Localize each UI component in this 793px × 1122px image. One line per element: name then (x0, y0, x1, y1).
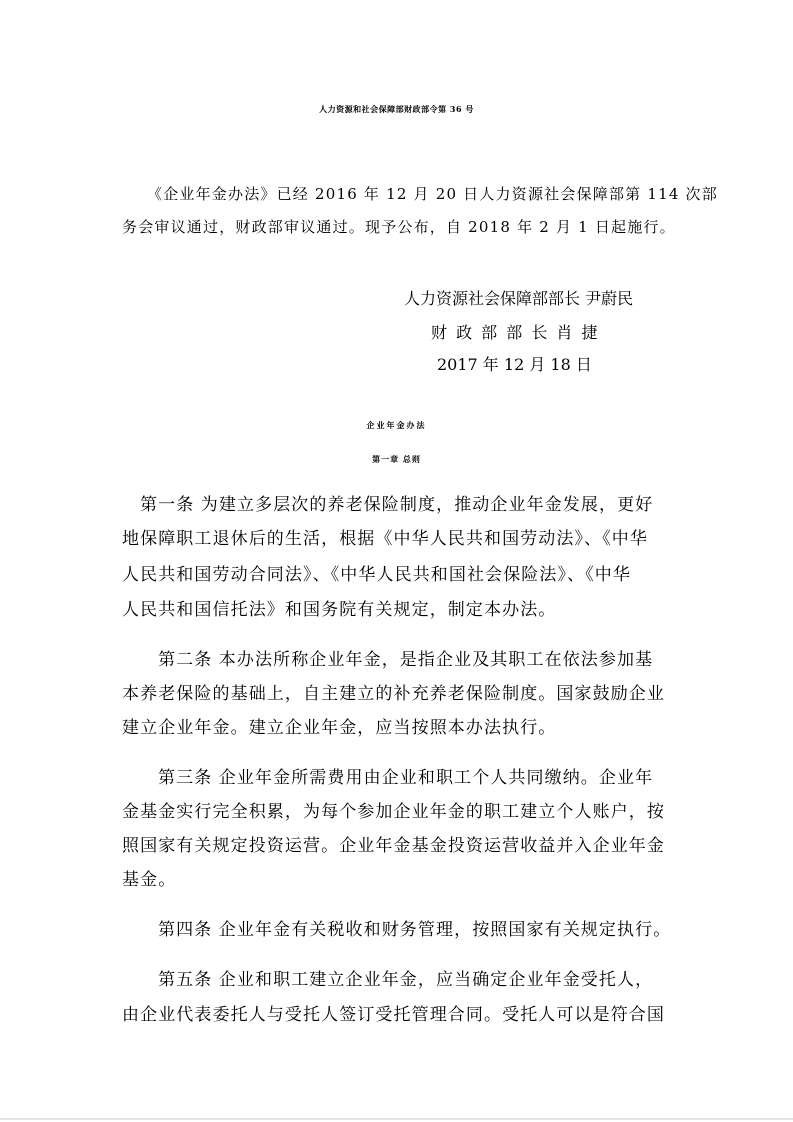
article-1-line-2: 地保障职工退休后的生活，根据《中华人民共和国劳动法》、《中华 (122, 529, 648, 549)
page-bottom-divider (0, 1118, 793, 1120)
document-title: 企业年金办法 (366, 420, 427, 430)
intro-line-1: 《企业年金办法》已经 2016 年 12 月 20 日人力资源社会保障部第 114 次部 (147, 185, 718, 203)
article-5-line-1: 第五条 企业和职工建立企业年金，应当确定企业年金受托人， (158, 970, 654, 990)
article-2-line-2: 本养老保险的基础上，自主建立的补充养老保险制度。国家鼓励企业 (122, 684, 665, 704)
article-1-line-1: 第一条 为建立多层次的养老保险制度，推动企业年金发展，更好 (140, 495, 654, 515)
article-5-line-2: 由企业代表委托人与受托人签订受托管理合同。受托人可以是符合国 (122, 1005, 665, 1025)
chapter-title: 第一章 总则 (372, 454, 421, 464)
decree-title: 人力资源和社会保障部财政部令第 36 号 (319, 104, 474, 114)
article-2-line-3: 建立企业年金。建立企业年金，应当按照本办法执行。 (122, 718, 557, 738)
signature-minister-hr: 人力资源社会保障部部长 尹蔚民 (404, 289, 634, 308)
signature-minister-finance: 财 政 部 部 长 肖 捷 (431, 323, 598, 342)
article-1-line-4: 人民共和国信托法》和国务院有关规定，制定本办法。 (122, 600, 557, 620)
signature-date: 2017 年 12 月 18 日 (437, 355, 592, 374)
article-3-line-1: 第三条 企业年金所需费用由企业和职工个人共同缴纳。企业年 (158, 768, 654, 788)
intro-line-2: 务会审议通过，财政部审议通过。现予公布，自 2018 年 2 月 1 日起施行。 (122, 218, 676, 236)
article-2-line-1: 第二条 本办法所称企业年金，是指企业及其职工在依法参加基 (158, 650, 654, 670)
article-3-line-4: 基金。 (122, 870, 177, 890)
article-3-line-3: 照国家有关规定投资运营。企业年金基金投资运营收益并入企业年金 (122, 836, 665, 856)
article-1-line-3: 人民共和国劳动合同法》、《中华人民共和国社会保险法》、《中华 (122, 565, 631, 585)
article-3-line-2: 金基金实行完全积累，为每个参加企业年金的职工建立个人账户，按 (122, 802, 665, 822)
article-4-line-1: 第四条 企业年金有关税收和财务管理，按照国家有关规定执行。 (158, 920, 672, 940)
